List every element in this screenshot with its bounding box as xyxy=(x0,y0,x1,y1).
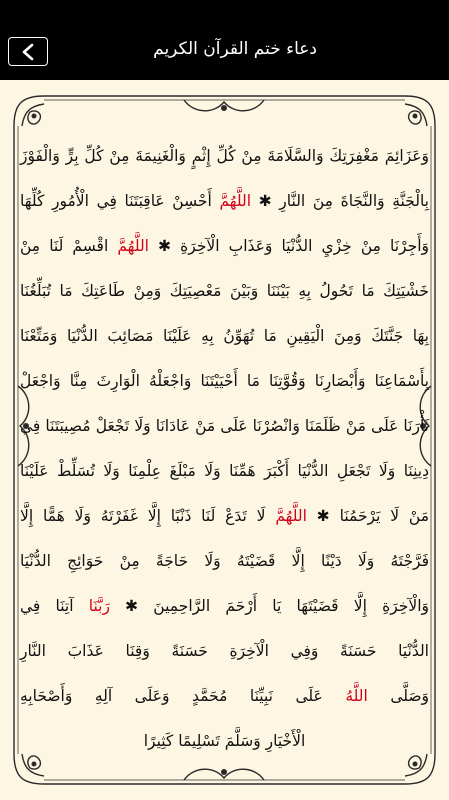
dua-line xyxy=(20,136,429,176)
page-title: دعاء ختم القرآن الكريم xyxy=(153,39,317,59)
dua-text-segment: خَشْيَتِكَ مَا تَحُولُ بِهِ بَيْنَنَا وَبَيْنَ مَعْصِيَتِكَ وَمِنْ طَاعَتِكَ مَا تُبَلِّغُنَا xyxy=(20,282,429,300)
dua-text-segment: الْأَخْيَارِ وَسَلَّمَ تَسْلِيمًا كَثِيرًا xyxy=(143,732,306,750)
dua-line xyxy=(20,451,429,491)
dua-line xyxy=(20,406,429,446)
dua-line xyxy=(20,226,429,266)
dua-line xyxy=(20,361,429,401)
dua-line xyxy=(20,181,429,221)
dua-line xyxy=(20,316,429,356)
dua-line xyxy=(20,631,429,671)
highlighted-word: اللَّهُمَّ xyxy=(219,192,252,210)
status-bar xyxy=(0,0,449,24)
dua-line xyxy=(20,586,429,626)
dua-line xyxy=(20,721,429,761)
highlighted-word: اللَّهُ xyxy=(345,687,368,705)
dua-text-segment: الدُّنْيَا حَسَنَةً وَفِي الْآخِرَةِ حَسَنَةً وَقِنَا عَذَابَ النَّارِ xyxy=(20,642,429,660)
dua-text-segment: بِهَا جَنَّتَكَ وَمِنَ الْيَقِينِ مَا تُهَوِّنُ بِهِ عَلَيْنَا مَصَائِبَ الدُّنْيَا وَمَتِّعْنَا xyxy=(20,327,429,345)
dua-text-segment: أَحْسِنْ عَاقِبَتَنَا فِي الْأُمُورِ كُلِّهَا xyxy=(20,192,220,210)
dua-page[interactable] xyxy=(0,80,449,800)
dua-text-segment: عَلَى نَبِيِّنَا مُحَمَّدٍ وَعَلَى آلِهِ وَأَصْحَابِهِ xyxy=(20,687,346,705)
dua-text-segment: اقْسِمْ لَنَا مِنْ xyxy=(20,237,118,255)
dua-text xyxy=(20,136,429,766)
dua-text-segment: دِينِنَا وَلَا تَجْعَلِ الدُّنْيَا أَكْبَرَ هَمِّنَا وَلَا مَبْلَغَ عِلْمِنَا وَلَا تُسَلِّطْ عَلَيْنَا xyxy=(20,462,429,480)
dua-text-segment: لَا تَدَعْ لَنَا ذَنْبًا إِلَّا غَفَرْتَهُ وَلَا هَمًّا إِلَّا xyxy=(20,507,276,525)
dua-text-segment: ثَأْرَنَا عَلَى مَنْ ظَلَمَنَا وَانْصُرْنَا عَلَى مَنْ عَادَانَا وَلَا تَجْعَلْ مُصِيبَتَنَا فِي xyxy=(20,417,429,435)
dua-text-segment: فَرَّجْتَهُ وَلَا دَيْنًا إِلَّا قَضَيْتَهُ وَلَا حَاجَةً مِنْ حَوَائِجِ الدُّنْيَا xyxy=(20,552,429,570)
dua-text-segment: وَالْآخِرَةِ إِلَّا قَضَيْتَهَا يَا أَرْحَمَ الرَّاحِمِينَ ✱ xyxy=(109,597,429,615)
dua-line xyxy=(20,541,429,581)
dua-text-segment: آتِنَا فِي xyxy=(20,597,89,615)
chevron-left-icon xyxy=(21,43,35,61)
highlighted-word: اللَّهُمَّ xyxy=(275,507,307,525)
dua-line xyxy=(20,676,429,716)
highlighted-word: اللَّهُمَّ xyxy=(117,237,149,255)
dua-line xyxy=(20,496,429,536)
dua-text-segment: وَعَزَائِمَ مَغْفِرَتِكَ وَالسَّلَامَةَ مِنْ كُلِّ إِثْمٍ وَالْغَنِيمَةَ مِنْ كُلِّ بِرٍّ وَالْفَوْزَ xyxy=(20,147,429,165)
navigation-bar xyxy=(0,24,449,80)
dua-text-segment: وَأَجِرْنَا مِنْ خِزْيِ الدُّنْيَا وَعَذَابِ الْآخِرَةِ ✱ xyxy=(148,237,429,255)
dua-text-segment: مَنْ لَا يَرْحَمُنَا ✱ xyxy=(306,507,429,525)
highlighted-word: رَبَّنَا xyxy=(88,597,110,615)
dua-line xyxy=(20,271,429,311)
dua-text-segment: بِأَسْمَاعِنَا وَأَبْصَارِنَا وَقُوَّتِنَا مَا أَحْيَيْتَنَا وَاجْعَلْهُ الْوَارِثَ مِنَّا وَاجْعَلْ xyxy=(20,372,429,390)
dua-text-segment: وَصَلَّى xyxy=(367,687,430,705)
back-button[interactable] xyxy=(8,37,48,66)
dua-text-segment: بِالْجَنَّةِ وَالنَّجَاةَ مِنَ النَّارِ ✱ xyxy=(251,192,429,210)
